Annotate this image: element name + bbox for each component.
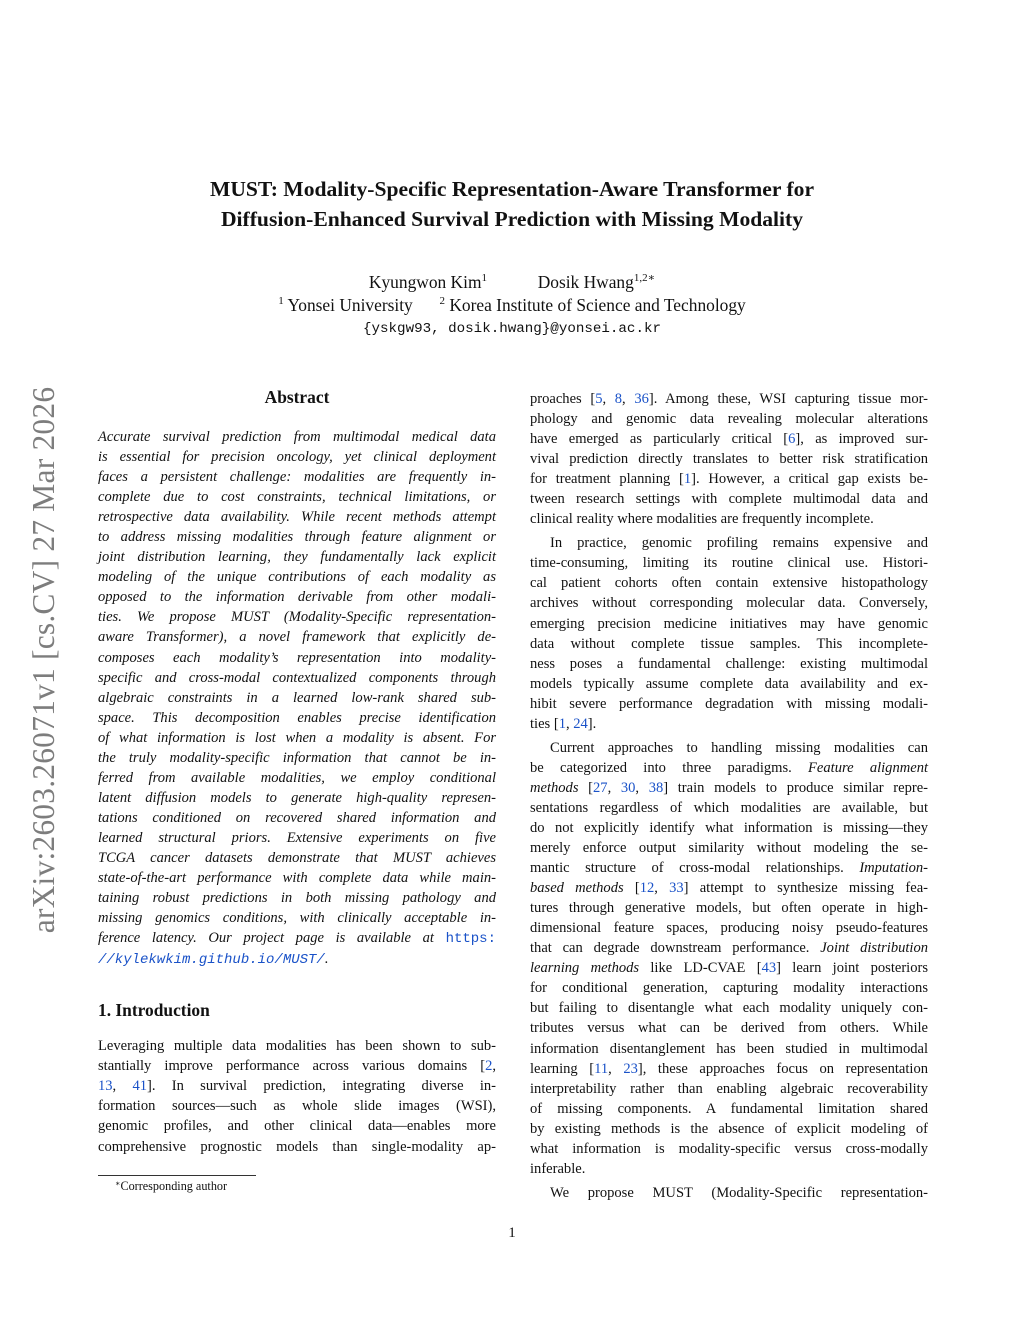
abstract-line: taining robust predictions in both missing pathology and <box>98 890 496 907</box>
page-number: 1 <box>508 1225 516 1241</box>
abstract-line: is essential for precision oncology, yet clinical deployment <box>98 449 496 466</box>
text-line: Current approaches to handling missing modalities can <box>550 739 928 756</box>
text-line: ness poses a fundamental challenge: existing multimodal <box>530 655 928 672</box>
text-line: comprehensive prognostic models than single-modality ap- <box>98 1138 496 1155</box>
citation-link[interactable]: 5 <box>595 391 603 407</box>
text-line: 13, 41]. In survival prediction, integrating diverse in- <box>98 1078 496 1095</box>
section-heading: 1. Introduction <box>98 1000 210 1021</box>
citation-link[interactable]: 38 <box>648 779 664 796</box>
text-line: emerging precision medicine initiatives may have genomic <box>530 615 928 632</box>
citation-link[interactable]: 6 <box>788 431 796 448</box>
footnote-marker: ∗ <box>115 1179 121 1188</box>
citation-link[interactable]: 2 <box>485 1058 493 1075</box>
abstract-line: latent diffusion models to generate high-quality represen- <box>98 789 496 806</box>
citation-link[interactable]: 23 <box>623 1060 638 1077</box>
arxiv-identifier: arXiv:2603.26071v1 [cs.CV] 27 Mar 2026 <box>26 386 61 934</box>
paragraph <box>530 738 928 1179</box>
affiliations <box>100 294 924 317</box>
text-line: that can degrade downstream performance. Joint distribution <box>530 940 928 957</box>
abstract-line: of what information is lost when a modality is absent. For <box>98 729 496 746</box>
abstract-line: modeling of the unique contributions of each modality as <box>98 569 496 586</box>
text-line: vival prediction directly translates to better risk stratification <box>530 451 928 468</box>
abstract-line: complete due to cost constraints, technical limitations, or <box>98 489 496 506</box>
text-line: hibit severe performance degradation with missing modali- <box>530 695 928 712</box>
abstract-line: learned structural priors. Extensive experiments on five <box>98 829 496 846</box>
abstract-body <box>98 427 496 970</box>
text-line: for treatment planning [1]. However, a critical gap exists be- <box>530 471 928 488</box>
footnote-rule <box>98 1175 256 1176</box>
abstract-line: to address missing modalities through feature alignment or <box>98 529 496 546</box>
text-line: ties [1, 24]. <box>530 715 597 732</box>
paper-title <box>100 174 924 234</box>
abstract-line: ties. We propose MUST (Modality-Specific representation- <box>98 609 496 626</box>
footnote <box>115 1178 227 1194</box>
text-line: methods [27, 30, 38] train models to produce similar repre- <box>530 779 928 796</box>
paragraph <box>530 389 928 529</box>
author-name: Kyungwon Kim <box>368 272 482 292</box>
text-line: inferable. <box>530 1160 586 1177</box>
text-line: clinical reality where modalities are frequently incomplete. <box>530 511 874 528</box>
text-line: by existing methods is the absence of explicit modeling of <box>530 1120 928 1137</box>
right-column <box>530 389 928 1203</box>
paragraph <box>530 533 928 733</box>
citation-link[interactable]: 1 <box>683 471 692 488</box>
text-line: stantially improve performance across various domains [2, <box>98 1058 496 1075</box>
text-line: models typically assume complete data availability and ex- <box>530 675 928 692</box>
text-line: Leveraging multiple data modalities has been shown to sub- <box>98 1038 496 1055</box>
citation-link[interactable]: 24 <box>573 715 588 732</box>
abstract-line: TCGA cancer datasets demonstrate that MUST achieves <box>98 849 496 866</box>
author-emails: {yskgw93, dosik.hwang}@yonsei.ac.kr <box>363 321 661 337</box>
text-line: have emerged as particularly critical [6], as improved sur- <box>530 431 928 448</box>
abstract-line: aware Transformer), a novel framework that explicitly de- <box>98 629 496 646</box>
citation-link[interactable]: 13 <box>98 1078 113 1095</box>
intro-paragraph <box>98 1036 496 1156</box>
abstract-text: ference latency. Our project page is available at <box>98 930 434 947</box>
citation-link[interactable]: 8 <box>614 391 623 407</box>
affiliation: Yonsei University <box>287 295 413 315</box>
abstract-line: space. This decomposition enables precise identification <box>98 709 496 726</box>
text-line: cal patient cohorts often contain extensive histopathology <box>530 575 928 592</box>
text-line: phology and genomic data revealing molecular alterations <box>530 411 928 428</box>
text-line: interpretability rather than enabling algebraic recoverability <box>530 1080 928 1097</box>
citation-link[interactable]: 12 <box>639 880 655 897</box>
title-line: Diffusion-Enhanced Survival Prediction with Missing Modality <box>220 207 804 231</box>
abstract-line: tations conditioned on recovered shared information and <box>98 809 496 826</box>
abstract-line: ferred from available modalities, we employ conditional <box>98 769 496 786</box>
project-page-link[interactable]: https: <box>445 931 496 948</box>
paragraph <box>530 1183 928 1203</box>
abstract-line: faces a persistent challenge: modalities are frequently in- <box>98 469 496 486</box>
citation-link[interactable]: 41 <box>132 1078 148 1095</box>
text-line: of missing components. A fundamental limitation shared <box>530 1100 928 1117</box>
abstract-line: missing genomics conditions, with clinically acceptable in- <box>98 910 496 927</box>
text-line: tween research settings with complete multimodal data and <box>530 491 928 508</box>
abstract-line: Accurate survival prediction from multimodal medical data <box>98 429 496 445</box>
citation-link[interactable]: 11 <box>594 1060 609 1077</box>
citation-link[interactable]: 33 <box>669 880 684 897</box>
citation-link[interactable]: 1 <box>558 715 566 732</box>
text-line: time-consuming, limiting its routine clinical use. Histori- <box>530 555 928 572</box>
abstract-line <box>98 928 496 949</box>
citation-link[interactable]: 30 <box>620 779 636 796</box>
affiliation: Korea Institute of Science and Technology <box>449 295 746 315</box>
text-line: proaches [5, 8, 36]. Among these, WSI capturing tissue mor- <box>530 391 928 407</box>
abstract-line: opposed to the information derivable from other modali- <box>98 589 496 606</box>
text-line: what information is modality-specific versus cross-modally <box>530 1140 928 1157</box>
text-line: be categorized into three paradigms. Feature alignment <box>530 759 929 776</box>
abstract-line: state-of-the-art performance with complete data while main- <box>98 870 496 887</box>
abstract-line: algebraic constraints in a learned low-rank shared sub- <box>98 689 496 706</box>
author-block <box>100 271 924 341</box>
text-line: archives without corresponding molecular data. Conversely, <box>530 595 928 612</box>
text-line: merely enforce output similarity without modeling the se- <box>530 840 928 857</box>
text-line: sentations regardless of which modalities are available, but <box>530 799 928 816</box>
author-name: Dosik Hwang <box>537 272 634 292</box>
abstract-line: the truly modality-specific information that cannot be in- <box>98 749 496 766</box>
text-line: data without complete tissue samples. This incomplete- <box>530 635 928 652</box>
citation-link[interactable]: 36 <box>634 391 649 407</box>
text-line: In practice, genomic profiling remains expensive and <box>550 535 928 552</box>
text-line: tributes versus what can be derived from others. While <box>530 1020 928 1037</box>
left-column <box>98 385 496 1157</box>
affiliation-marker: 1,2∗ <box>633 272 656 284</box>
affiliation-marker: 1 <box>278 295 284 307</box>
abstract-line: retrospective data availability. While recent methods attempt <box>98 509 496 526</box>
footnote-text: Corresponding author <box>120 1179 228 1193</box>
text-line: learning methods like LD-CVAE [43] learn joint posteriors <box>530 960 928 977</box>
text-line: formation sources—such as whole slide images (WSI), <box>98 1098 496 1115</box>
abstract-line: composes each modality’s representation into modality- <box>98 649 496 666</box>
title-line: MUST: Modality-Specific Representation-Aware Transformer for <box>209 177 815 201</box>
author-names <box>100 271 924 294</box>
abstract-line <box>98 949 496 970</box>
abstract-line: joint distribution learning, they fundamentally lack explicit <box>98 549 496 566</box>
text-line: dimensional feature spaces, producing noisy pseudo-features <box>530 920 928 937</box>
citation-link[interactable]: 43 <box>761 960 777 977</box>
text-line: do not explicitly identify what information is missing—they <box>530 819 928 836</box>
text-line: tures through generative models, but often operate in high- <box>530 900 928 917</box>
abstract-line: specific and cross-modal contextualized components through <box>98 669 496 686</box>
text-line: learning [11, 23], these approaches focus on representation <box>530 1060 928 1077</box>
text-line: based methods [12, 33] attempt to synthesize missing fea- <box>530 880 928 897</box>
text-line: We propose MUST (Modality-Specific representation- <box>550 1184 928 1201</box>
text-line: but failing to disentangle what each modality uniquely con- <box>530 1000 928 1017</box>
affiliation-marker: 2 <box>439 295 445 307</box>
project-page-link[interactable]: //kylekwkim.github.io/MUST/ <box>98 952 325 969</box>
abstract-heading: Abstract <box>264 387 330 407</box>
text-line: mantic structure of cross-modal relationships. Imputation- <box>530 860 928 877</box>
text-line: genomic profiles, and other clinical data—enables more <box>98 1118 496 1135</box>
text-line: information disentanglement has been studied in multimodal <box>530 1040 928 1057</box>
affiliation-marker: 1 <box>481 272 487 284</box>
text-line: for conditional generation, capturing modality interactions <box>530 980 928 997</box>
citation-link[interactable]: 27 <box>593 779 608 796</box>
abstract-text: . <box>324 951 329 968</box>
